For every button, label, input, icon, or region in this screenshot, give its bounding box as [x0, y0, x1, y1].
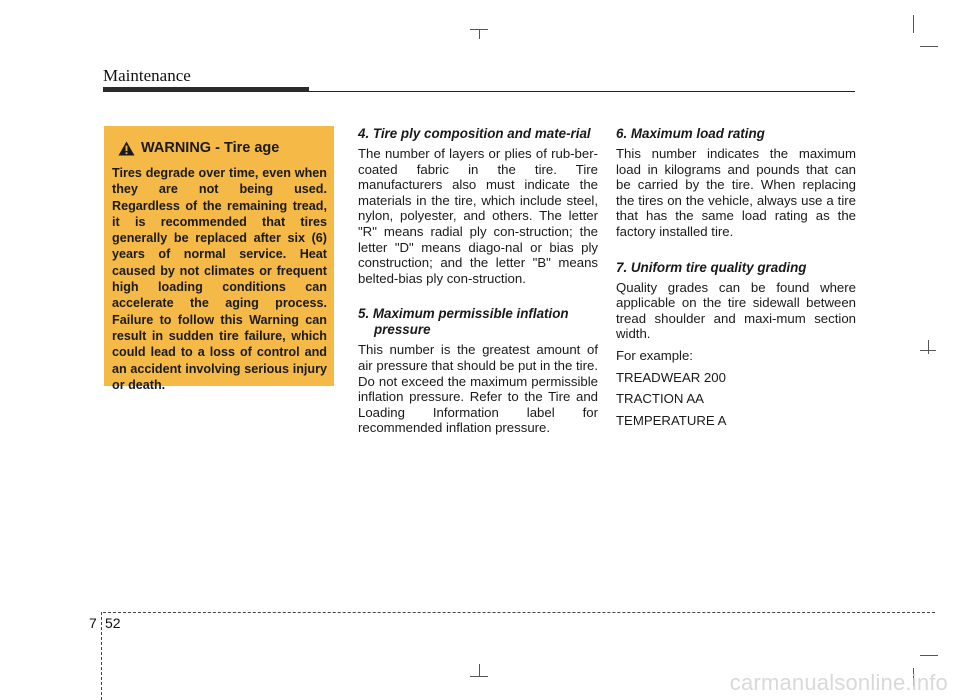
warning-header [118, 140, 327, 156]
page-number: 52 [105, 615, 121, 631]
section-heading: 5. Maximum permissible inflation pressure [358, 306, 569, 338]
warning-text: Tires degrade over time, even when they are not being used. Regardless of the remaining tread, it is recommended that tires generally be replaced after six (6) years of normal service. Heat caused by not climates or frequent high loading conditions can accelerate the aging process. Failure to follow this Warning can result in sudden tire failure, which could lead to a loss of control and an accident involving serious injury or death. [112, 166, 327, 392]
chapter-number: 7 [89, 615, 97, 631]
column-right [616, 126, 856, 428]
section-heading: 4. Tire ply composition and mate-rial [358, 126, 591, 141]
section-body: The number of layers or plies of rub-ber-coated fabric in the tire. Tire manufacturers also must indicate the materials in the tire, which include steel, nylon, polyester, and others. The letter "R" means radial ply con-struction; the letter "D" means diago-nal or bias ply construction; and the letter "B" means belted-bias ply con-struction. [358, 146, 598, 286]
example-label: For example: [616, 347, 693, 363]
section-body: This number indicates the maximum load in kilograms and pounds that can be carried by the tire. When replacing the tires on the vehicle, always use a tire that has the same load rating as the factory installed tire. [616, 146, 856, 239]
section-heading: 6. Maximum load rating [616, 126, 765, 141]
section-title: Maintenance [103, 66, 191, 85]
example-line: TRACTION AA [616, 391, 704, 407]
header-accent-bar [103, 87, 309, 92]
example-line: TREADWEAR 200 [616, 369, 726, 385]
warning-triangle-icon [118, 141, 135, 156]
section-body: This number is the greatest amount of air pressure that should be put in the tire. Do not exceed the maximum permissible inflation pressure. Refer to the Tire and Loading Information label for recommended inflation pressure. [358, 342, 598, 436]
footer-vertical-rule [101, 612, 102, 700]
section-body: Quality grades can be found where applicable on the tire sidewall between tread shoulder and maxi-mum section width. [616, 279, 856, 342]
example-line: TEMPERATURE A [616, 412, 727, 428]
warning-label: WARNING [141, 140, 212, 156]
warning-box [104, 126, 334, 392]
warning-subject: - Tire age [215, 140, 280, 156]
column-middle [358, 126, 598, 436]
watermark: carmanualsonline.info [729, 670, 948, 695]
section-heading: 7. Uniform tire quality grading [616, 259, 807, 275]
footer-rule [103, 612, 935, 613]
